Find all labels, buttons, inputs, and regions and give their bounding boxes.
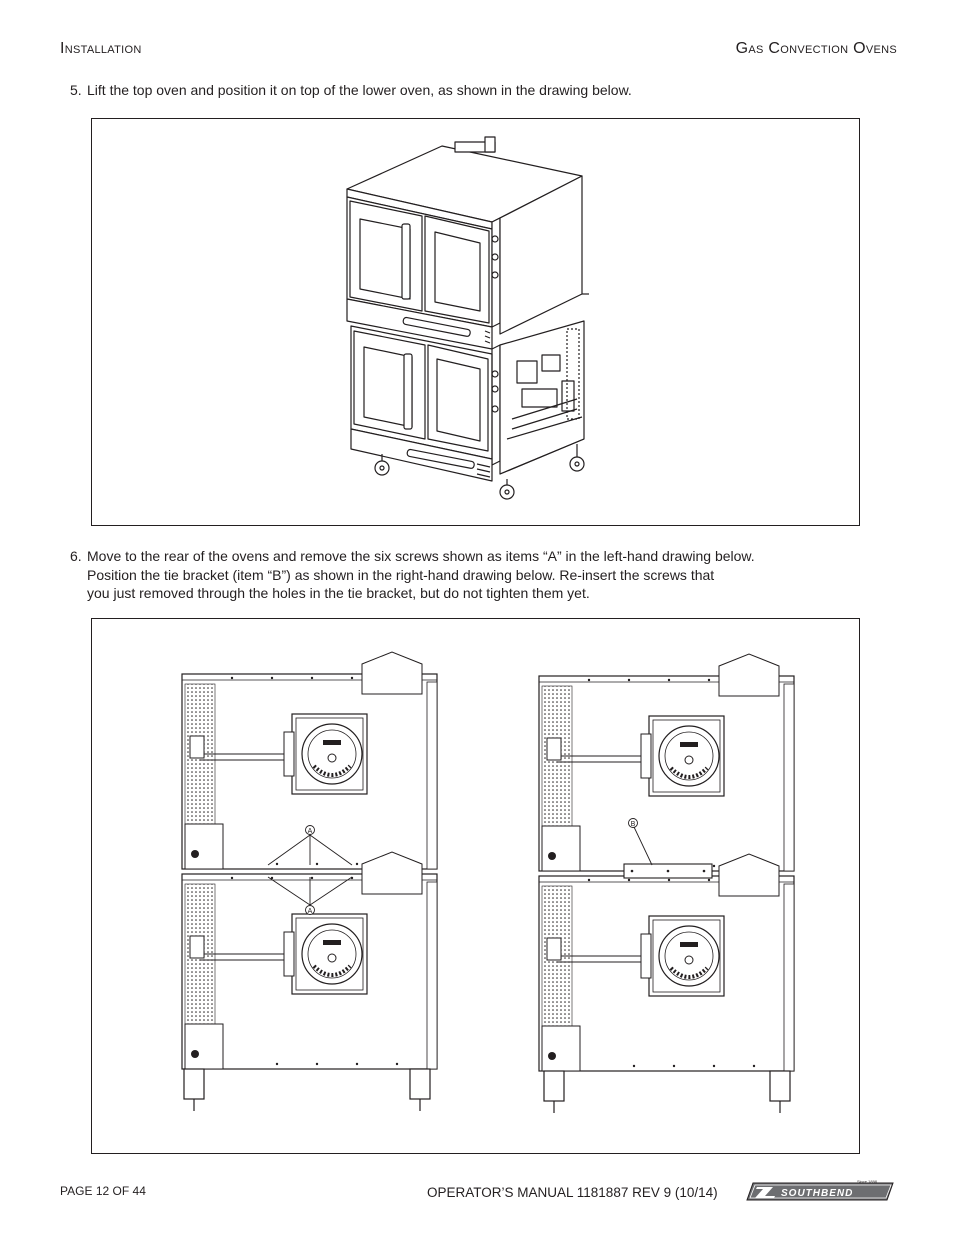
page-number-value: 12 <box>95 1184 110 1198</box>
step-5-number: 5. <box>70 82 82 98</box>
step-6-line-2: Position the tie bracket (item “B”) as shown in the right-hand drawing below. Re-insert the screws that <box>87 566 715 583</box>
callout-b: B <box>630 821 636 828</box>
page-number <box>60 1184 146 1198</box>
step-6-line-1: Move to the rear of the ovens and remove the six screws shown as items “A” in the left-hand drawing below. <box>87 548 755 564</box>
section-header <box>60 40 142 58</box>
rear-views-drawing <box>92 619 861 1155</box>
section-label: Installation <box>60 40 142 57</box>
page-total: OF 44 <box>112 1184 146 1198</box>
document-title-text: Gas Convection Ovens <box>735 40 897 57</box>
step-5-text: Lift the top oven and position it on top of the lower oven, as shown in the drawing below. <box>87 82 632 98</box>
step-5 <box>70 81 632 100</box>
document-title <box>736 40 897 58</box>
step-6 <box>70 547 755 603</box>
callout-a-bottom: A <box>307 908 313 915</box>
logo-since-text: Since 1898 <box>857 1180 878 1184</box>
manual-reference: OPERATOR’S MANUAL 1181887 REV 9 (10/14) <box>427 1185 718 1200</box>
callout-a-top: A <box>307 828 313 835</box>
figure-rear-views <box>91 618 860 1154</box>
step-6-number: 6. <box>70 548 82 564</box>
right-rear-view <box>539 654 794 1113</box>
page-label: PAGE <box>60 1184 93 1198</box>
step-6-line-3: you just removed through the holes in the tie bracket, but do not tighten them yet. <box>87 585 590 601</box>
southbend-logo <box>745 1180 895 1207</box>
left-rear-view <box>182 652 437 1111</box>
stacked-ovens-drawing <box>92 119 861 527</box>
logo-brand-text: SOUTHBEND <box>781 1188 854 1199</box>
figure-stacked-ovens <box>91 118 860 526</box>
